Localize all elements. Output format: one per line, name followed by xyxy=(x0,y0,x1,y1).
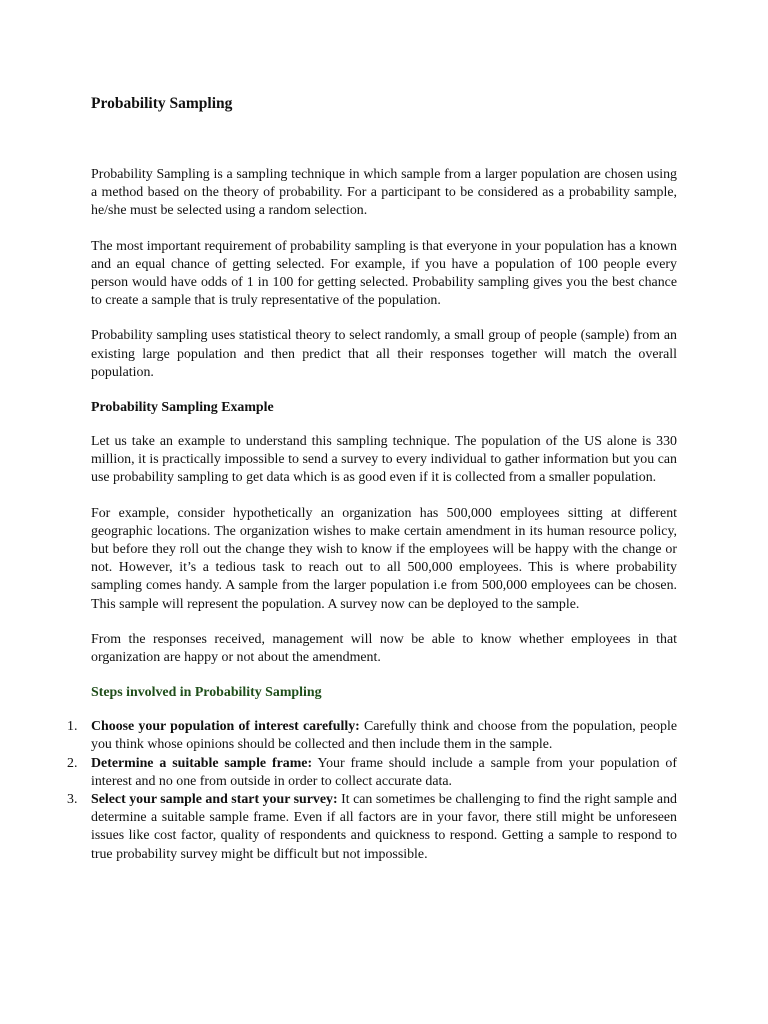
steps-list xyxy=(67,718,677,864)
example-paragraph-1: Let us take an example to understand this sampling technique. The population of the US alone is 330 million, it is practically impossible to send a survey to every individual to gather information but you can use probability sampling to get data which is as good even if it is collected from a smaller population. xyxy=(91,434,677,486)
step-item-1 xyxy=(67,718,677,754)
intro-paragraph-1: Probability Sampling is a sampling technique in which sample from a larger population are chosen using a method based on the theory of probability. For a participant to be considered as a probability sample, he/she must be selected using a random selection. xyxy=(91,167,677,219)
page-title: Probability Sampling xyxy=(91,95,233,112)
step-text: It can sometimes be challenging to find the right sample and determine a suitable sample frame. Even if all factors are in your favor, there still might be unforeseen issues like cost factor, quality of respondents and quickness to respond. Getting a sample to respond to true probability survey might be difficult but not impossible. xyxy=(91,792,677,862)
step-lead: Select your sample and start your survey: xyxy=(91,792,338,808)
step-item-2 xyxy=(67,755,677,791)
example-paragraph-3: From the responses received, management will now be able to know whether employees in that organization are happy or not about the amendment. xyxy=(91,631,677,666)
step-lead: Choose your population of interest carefully: xyxy=(91,719,360,735)
steps-heading: Steps involved in Probability Sampling xyxy=(91,685,322,701)
step-text: Your frame should include a sample from your population of interest and no one from outside in order to collect accurate data. xyxy=(91,755,677,789)
intro-paragraph-2: The most important requirement of probability sampling is that everyone in your population has a known and an equal chance of getting selected. For example, if you have a population of 100 people every person would have odds of 1 in 100 for getting selected. Probability sampling gives you the best chance to create a sample that is truly representative of the population. xyxy=(91,238,677,309)
step-number: 1. xyxy=(67,719,78,735)
example-heading: Probability Sampling Example xyxy=(91,400,274,416)
step-number: 3. xyxy=(67,792,78,808)
step-number: 2. xyxy=(67,755,78,771)
step-lead: Determine a suitable sample frame: xyxy=(91,755,313,771)
step-text: Carefully think and choose from the population, people you think whose opinions should be collected and then include them in the sample. xyxy=(91,719,677,753)
step-item-3 xyxy=(67,791,677,864)
intro-paragraph-3: Probability sampling uses statistical theory to select randomly, a small group of people (sample) from an existing large population and then predict that all their responses together will match the overall population. xyxy=(91,328,677,380)
example-paragraph-2: For example, consider hypothetically an organization has 500,000 employees sitting at different geographic locations. The organization wishes to make certain amendment in its human resource policy, but before they roll out the change they wish to know if the employees will be happy with the change or not. However, it’s a tedious task to reach out to all 500,000 employees. This is where probability sampling comes handy. A sample from the larger population i.e from 500,000 employees can be chosen. This sample will represent the population. A survey now can be deployed to the sample. xyxy=(91,505,677,612)
